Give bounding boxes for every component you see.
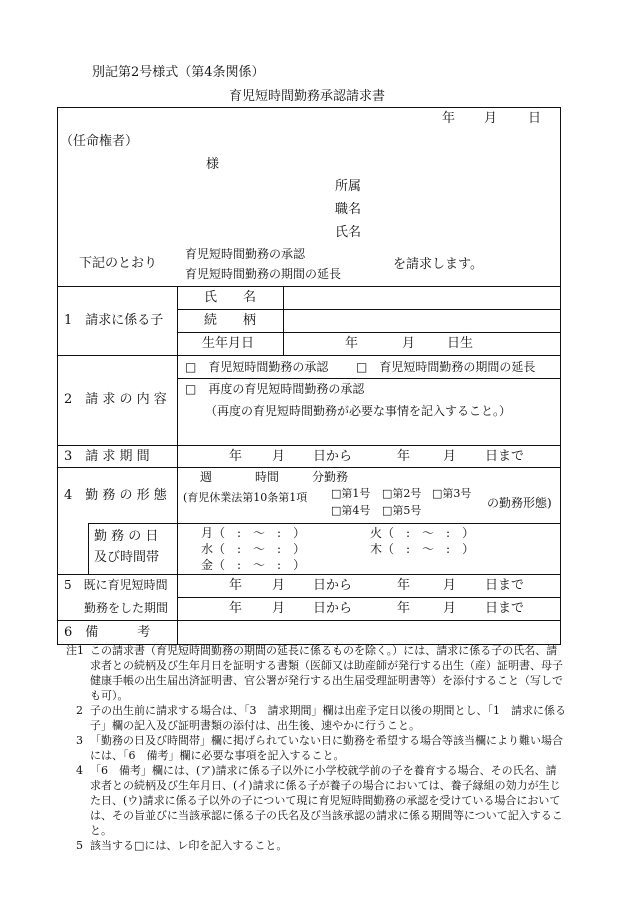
minutes-label: 分勤務 (312, 470, 349, 484)
note-item (66, 643, 566, 703)
thursday-hours: 木（ : 〜 : ） (370, 542, 475, 556)
note-number: 4 (76, 764, 83, 777)
row6-label: 6 備 考 (64, 625, 151, 640)
note-item (66, 763, 566, 838)
note-text: 「勤務の日及び時間帯」欄に掲げられていない日に勤務を希望する場合等該当欄により難い場合には、「6 備考」欄に必要な事項を記入すること。 (90, 734, 563, 762)
prior-period-1-end-day: 日まで (485, 578, 525, 593)
note-number: 3 (76, 734, 83, 747)
row2-label: 2 請 求 の 内 容 (64, 392, 167, 407)
row5-label-2: 勤務をした期間 (84, 601, 169, 615)
date-day-label: 日 (528, 111, 542, 126)
note-item (66, 703, 566, 733)
law-reference: (育児休業法第10条第1項 (183, 491, 308, 504)
tuesday-hours: 火（ : 〜 : ） (370, 526, 475, 540)
row4-label: 4 勤 務 の 形 態 (64, 488, 167, 503)
child-name-label: 氏 名 (204, 290, 257, 305)
note-text: 子の出生前に請求する場合は、「3 請求期間」欄は出産予定日以後の期間とし、「1 請求に係る子」欄の記入及び証明書類の添付は、出生後、速やかに行うこと。 (90, 704, 566, 732)
date-year-label: 年 (442, 111, 456, 126)
dob-month-label: 月 (402, 336, 416, 351)
prior-period-2-end-day: 日まで (485, 601, 525, 616)
form-reference: 別記第2号様式（第4条関係） (92, 65, 265, 80)
request-lead-text: 下記のとおり (79, 256, 158, 271)
prior-period-1-end-month: 月 (443, 578, 457, 593)
honorific-label: 様 (206, 157, 220, 172)
period-end-year: 年 (397, 449, 411, 464)
checkbox-extension[interactable]: □ 育児短時間勤務の期間の延長 (356, 360, 536, 374)
prior-period-1-start-day: 日から (313, 578, 353, 593)
period-start-month: 月 (272, 449, 286, 464)
note-text: この請求書（育児短時間勤務の期間の延長に係るものを除く。）には、請求に係る子の氏名、請求者との続柄及び生年月日を証明する書類（医師又は助産師が発行する出生（産）証明書、母子健康手帳の出生届出済証明書、官公署が発行する出生届受理証明書等）を添付すること（写しでも可）。 (90, 644, 563, 702)
note-number: 5 (76, 839, 83, 852)
child-relation-label: 続 柄 (204, 313, 257, 328)
form-title: 育児短時間勤務承認請求書 (229, 89, 386, 104)
checkbox-item-1[interactable]: □第1号 (331, 487, 371, 500)
appointer-label: （任命権者） (60, 134, 139, 149)
wednesday-hours: 水（ : 〜 : ） (201, 542, 306, 556)
dob-day-suffix: 日生 (447, 336, 474, 351)
checkbox-reapproval[interactable]: □ 再度の育児短時間勤務の承認 (185, 382, 365, 396)
dob-year-label: 年 (345, 336, 359, 351)
checkbox-item-4[interactable]: □第4号 (331, 504, 371, 517)
applicant-name-label: 氏名 (335, 225, 362, 240)
workday-label-2: 及び時間帯 (94, 550, 160, 565)
prior-period-2-start-month: 月 (272, 601, 286, 616)
note-number: 注1 (66, 644, 84, 657)
child-name-field[interactable] (284, 287, 560, 309)
checkbox-approval[interactable]: □ 育児短時間勤務の承認 (185, 360, 329, 374)
row3-label: 3 請 求 期 間 (64, 449, 150, 464)
note-item (66, 733, 566, 763)
prior-period-1-start-year: 年 (229, 578, 243, 593)
checkbox-item-2[interactable]: □第2号 (382, 487, 422, 500)
hours-label: 時間 (255, 470, 280, 484)
work-form-suffix: の勤務形態) (487, 496, 552, 510)
prior-period-2-start-year: 年 (229, 601, 243, 616)
prior-period-2-end-year: 年 (397, 601, 411, 616)
request-option-approval: 育児短時間勤務の承認 (185, 247, 306, 261)
affiliation-label: 所属 (335, 179, 362, 194)
prior-period-1-end-year: 年 (397, 578, 411, 593)
weekly-label: 週 (200, 470, 213, 484)
child-relation-field[interactable] (284, 310, 560, 332)
remarks-field[interactable] (178, 621, 560, 644)
note-item (66, 838, 566, 853)
date-month-label: 月 (484, 111, 498, 126)
reapproval-reason-field[interactable] (178, 421, 560, 444)
checkbox-item-5[interactable]: □第5号 (382, 504, 422, 517)
monday-hours: 月（ : 〜 : ） (201, 526, 306, 540)
checkbox-item-3[interactable]: □第3号 (432, 487, 472, 500)
reapproval-reason-note: （再度の育児短時間勤務が必要な事情を記入すること。） (205, 404, 512, 418)
request-tail-text: を請求します。 (393, 257, 483, 272)
note-text: 該当する□には、レ印を記入すること。 (90, 839, 288, 852)
row1-label: 1 請求に係る子 (64, 313, 164, 328)
notes-section (66, 643, 566, 853)
friday-hours: 金（ : 〜 : ） (201, 558, 306, 572)
prior-period-2-start-day: 日から (313, 601, 353, 616)
period-end-month: 月 (443, 449, 457, 464)
request-option-extension: 育児短時間勤務の期間の延長 (185, 267, 342, 281)
period-end-day: 日まで (485, 449, 525, 464)
position-label: 職名 (335, 202, 362, 217)
prior-period-2-end-month: 月 (443, 601, 457, 616)
row5-label-1: 5 既に育児短時間 (64, 578, 168, 592)
workday-label-1: 勤 務 の 日 (94, 529, 159, 544)
period-start-day: 日から (313, 449, 353, 464)
period-start-year: 年 (229, 449, 243, 464)
prior-period-1-start-month: 月 (272, 578, 286, 593)
note-text: 「6 備考」欄には、(ア)請求に係る子以外に小学校就学前の子を養育する場合、その氏名、請求者との続柄及び生年月日、(イ)請求に係る子が養子の場合においては、養子縁組の効力が生じた日、(ウ)請求に係る子以外の子について現に育児短時間勤務の承認を受けている場合においては、その旨並びに当該承認に係る子の氏名及び当該承認の請求に係る期間等について記入すること。 (90, 764, 563, 837)
child-dob-label: 生年月日 (202, 336, 255, 351)
note-number: 2 (76, 704, 83, 717)
